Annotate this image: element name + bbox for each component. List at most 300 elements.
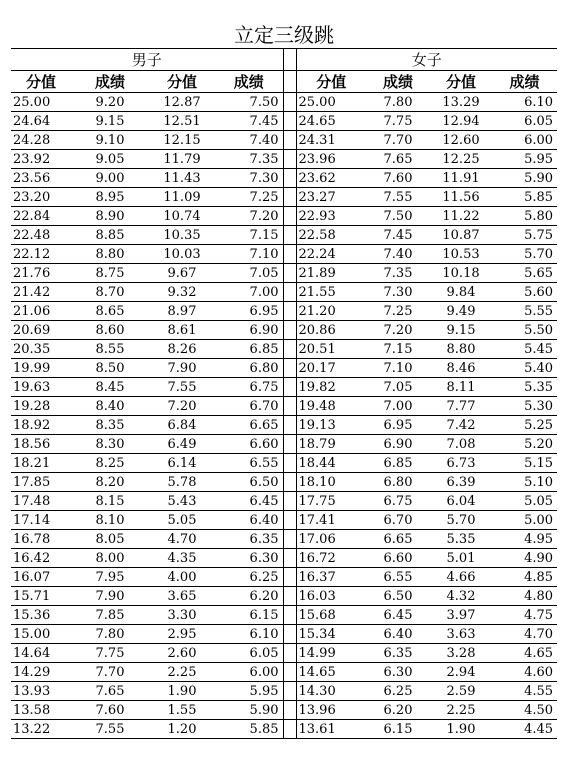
female-result-cell: 6.35 [366,644,430,663]
female-score-cell: 17.41 [296,511,366,530]
table-row [11,321,557,340]
male-score-cell: 6.14 [149,454,215,473]
male-score-cell: 13.93 [11,682,71,701]
male-result-cell: 6.50 [215,473,283,492]
male-result-cell: 9.00 [71,169,149,188]
male-score-cell: 20.69 [11,321,71,340]
table-row [11,454,557,473]
column-separator [283,682,296,701]
female-result-cell: 6.45 [366,606,430,625]
header-result: 成绩 [71,71,149,93]
male-score-cell: 8.26 [149,340,215,359]
column-separator [283,378,296,397]
table-row [11,93,557,112]
female-result-cell: 6.15 [366,720,430,739]
male-score-cell: 12.51 [149,112,215,131]
male-result-cell: 8.60 [71,321,149,340]
male-result-cell: 6.15 [215,606,283,625]
column-separator [283,188,296,207]
female-score-cell: 24.65 [296,112,366,131]
female-score-cell: 9.15 [430,321,492,340]
female-score-cell: 25.00 [296,93,366,112]
female-score-cell: 23.96 [296,150,366,169]
female-score-cell: 11.91 [430,169,492,188]
table-row [11,511,557,530]
column-separator [283,625,296,644]
female-score-cell: 7.77 [430,397,492,416]
male-result-cell: 6.60 [215,435,283,454]
male-score-cell: 19.99 [11,359,71,378]
table-row [11,663,557,682]
score-table [11,19,557,739]
female-result-cell: 6.95 [366,416,430,435]
male-result-cell: 8.95 [71,188,149,207]
female-score-cell: 11.22 [430,207,492,226]
column-separator [283,397,296,416]
female-score-cell: 10.18 [430,264,492,283]
column-separator [283,150,296,169]
table-row [11,340,557,359]
female-result-cell: 6.00 [492,131,557,150]
male-result-cell: 8.75 [71,264,149,283]
column-separator [283,435,296,454]
male-result-cell: 6.75 [215,378,283,397]
male-result-cell: 8.25 [71,454,149,473]
male-result-cell: 8.90 [71,207,149,226]
male-result-cell: 6.85 [215,340,283,359]
table-row [11,359,557,378]
male-score-cell: 19.63 [11,378,71,397]
female-score-cell: 18.44 [296,454,366,473]
female-result-cell: 7.25 [366,302,430,321]
female-score-cell: 18.10 [296,473,366,492]
male-score-cell: 22.12 [11,245,71,264]
table-row [11,397,557,416]
female-result-cell: 6.40 [366,625,430,644]
column-separator [283,606,296,625]
male-score-cell: 8.97 [149,302,215,321]
male-score-cell: 25.00 [11,93,71,112]
male-result-cell: 8.45 [71,378,149,397]
female-score-cell: 14.65 [296,663,366,682]
female-score-cell: 2.94 [430,663,492,682]
column-separator [283,587,296,606]
male-score-cell: 5.78 [149,473,215,492]
female-score-cell: 14.30 [296,682,366,701]
female-score-cell: 10.87 [430,226,492,245]
female-result-cell: 5.90 [492,169,557,188]
male-score-cell: 16.78 [11,530,71,549]
male-score-cell: 21.42 [11,283,71,302]
male-result-cell: 7.80 [71,625,149,644]
female-score-cell: 5.01 [430,549,492,568]
table-row [11,302,557,321]
male-score-cell: 3.30 [149,606,215,625]
male-score-cell: 10.03 [149,245,215,264]
male-score-cell: 7.55 [149,378,215,397]
female-score-cell: 13.29 [430,93,492,112]
male-result-cell: 9.05 [71,150,149,169]
column-separator [283,226,296,245]
female-result-cell: 7.15 [366,340,430,359]
header-result: 成绩 [492,71,557,93]
male-score-cell: 13.22 [11,720,71,739]
male-result-cell: 8.20 [71,473,149,492]
female-result-cell: 4.80 [492,587,557,606]
female-result-cell: 4.85 [492,568,557,587]
female-result-cell: 6.90 [366,435,430,454]
female-score-cell: 22.24 [296,245,366,264]
female-score-cell: 11.56 [430,188,492,207]
column-separator [283,71,296,93]
female-score-cell: 17.75 [296,492,366,511]
female-score-cell: 19.13 [296,416,366,435]
female-score-cell: 21.55 [296,283,366,302]
male-result-cell: 6.80 [215,359,283,378]
female-result-cell: 6.05 [492,112,557,131]
female-score-cell: 22.58 [296,226,366,245]
column-separator [283,549,296,568]
female-result-cell: 4.55 [492,682,557,701]
table-row [11,644,557,663]
male-score-cell: 11.09 [149,188,215,207]
male-score-cell: 14.64 [11,644,71,663]
female-score-cell: 14.99 [296,644,366,663]
male-score-cell: 19.28 [11,397,71,416]
male-result-cell: 6.30 [215,549,283,568]
female-result-cell: 7.40 [366,245,430,264]
male-result-cell: 7.45 [215,112,283,131]
female-score-cell: 24.31 [296,131,366,150]
female-score-cell: 2.59 [430,682,492,701]
male-result-cell: 7.90 [71,587,149,606]
female-result-cell: 7.20 [366,321,430,340]
female-score-cell: 9.49 [430,302,492,321]
female-result-cell: 4.90 [492,549,557,568]
male-score-cell: 16.07 [11,568,71,587]
female-score-cell: 16.72 [296,549,366,568]
female-score-cell: 15.68 [296,606,366,625]
female-score-cell: 4.66 [430,568,492,587]
female-score-cell: 3.63 [430,625,492,644]
table-row [11,416,557,435]
female-result-cell: 4.60 [492,663,557,682]
male-score-cell: 9.67 [149,264,215,283]
male-result-cell: 6.55 [215,454,283,473]
female-result-cell: 7.65 [366,150,430,169]
male-result-cell: 6.05 [215,644,283,663]
column-separator [283,701,296,720]
male-score-cell: 2.25 [149,663,215,682]
female-score-cell: 20.86 [296,321,366,340]
female-result-cell: 6.30 [366,663,430,682]
female-result-cell: 7.80 [366,93,430,112]
male-score-cell: 10.35 [149,226,215,245]
female-score-cell: 9.84 [430,283,492,302]
table-row [11,245,557,264]
table-row [11,625,557,644]
table-row [11,188,557,207]
male-result-cell: 7.70 [71,663,149,682]
female-score-cell: 19.48 [296,397,366,416]
male-score-cell: 2.60 [149,644,215,663]
table-row [11,587,557,606]
male-score-cell: 8.61 [149,321,215,340]
male-result-cell: 7.20 [215,207,283,226]
male-result-cell: 7.30 [215,169,283,188]
male-score-cell: 11.43 [149,169,215,188]
female-score-cell: 13.96 [296,701,366,720]
male-result-cell: 6.95 [215,302,283,321]
male-score-cell: 3.65 [149,587,215,606]
table-row [11,682,557,701]
table-row [11,283,557,302]
female-result-cell: 7.10 [366,359,430,378]
header-result: 成绩 [366,71,430,93]
female-result-cell: 4.65 [492,644,557,663]
male-score-cell: 11.79 [149,150,215,169]
column-separator [283,264,296,283]
male-result-cell: 5.90 [215,701,283,720]
female-result-cell: 7.00 [366,397,430,416]
female-score-cell: 6.04 [430,492,492,511]
female-score-cell: 12.60 [430,131,492,150]
female-result-cell: 7.50 [366,207,430,226]
female-result-cell: 5.15 [492,454,557,473]
female-result-cell: 5.35 [492,378,557,397]
female-result-cell: 5.80 [492,207,557,226]
male-score-cell: 13.58 [11,701,71,720]
male-score-cell: 24.28 [11,131,71,150]
female-score-cell: 12.94 [430,112,492,131]
male-result-cell: 8.30 [71,435,149,454]
column-separator [283,131,296,150]
column-separator [283,283,296,302]
male-result-cell: 8.85 [71,226,149,245]
female-result-cell: 5.00 [492,511,557,530]
table-row [11,112,557,131]
female-score-cell: 22.93 [296,207,366,226]
male-score-cell: 2.95 [149,625,215,644]
male-score-cell: 18.56 [11,435,71,454]
male-score-cell: 16.42 [11,549,71,568]
female-result-cell: 6.80 [366,473,430,492]
male-score-cell: 18.21 [11,454,71,473]
female-result-cell: 5.55 [492,302,557,321]
male-result-cell: 5.95 [215,682,283,701]
female-score-cell: 23.27 [296,188,366,207]
male-result-cell: 7.65 [71,682,149,701]
header-score: 分值 [296,71,366,93]
male-result-cell: 7.55 [71,720,149,739]
column-separator [283,511,296,530]
female-score-cell: 7.08 [430,435,492,454]
male-result-cell: 9.15 [71,112,149,131]
female-result-cell: 5.30 [492,397,557,416]
female-result-cell: 6.55 [366,568,430,587]
male-score-cell: 23.20 [11,188,71,207]
female-result-cell: 6.60 [366,549,430,568]
male-score-cell: 7.20 [149,397,215,416]
male-result-cell: 7.05 [215,264,283,283]
male-result-cell: 6.45 [215,492,283,511]
male-section-label: 男子 [11,49,283,71]
female-result-cell: 5.20 [492,435,557,454]
female-score-cell: 3.97 [430,606,492,625]
female-result-cell: 7.45 [366,226,430,245]
column-separator [283,720,296,739]
female-result-cell: 4.95 [492,530,557,549]
table-row [11,435,557,454]
male-score-cell: 6.84 [149,416,215,435]
male-score-cell: 4.00 [149,568,215,587]
female-result-cell: 6.65 [366,530,430,549]
column-separator [283,416,296,435]
male-result-cell: 7.85 [71,606,149,625]
male-score-cell: 12.15 [149,131,215,150]
table-row [11,378,557,397]
header-score: 分值 [149,71,215,93]
female-result-cell: 5.40 [492,359,557,378]
column-separator [283,245,296,264]
female-result-cell: 6.70 [366,511,430,530]
male-score-cell: 22.48 [11,226,71,245]
column-separator [283,454,296,473]
column-separator [283,340,296,359]
column-separator [283,302,296,321]
male-result-cell: 8.00 [71,549,149,568]
male-result-cell: 8.70 [71,283,149,302]
column-separator [283,492,296,511]
male-score-cell: 1.55 [149,701,215,720]
female-section-label: 女子 [296,49,557,71]
female-result-cell: 7.70 [366,131,430,150]
female-score-cell: 16.03 [296,587,366,606]
female-score-cell: 19.82 [296,378,366,397]
female-result-cell: 4.70 [492,625,557,644]
female-result-cell: 4.45 [492,720,557,739]
male-result-cell: 7.15 [215,226,283,245]
male-result-cell: 8.10 [71,511,149,530]
male-result-cell: 7.10 [215,245,283,264]
table-row [11,492,557,511]
column-separator [283,49,296,71]
female-result-cell: 7.55 [366,188,430,207]
male-result-cell: 9.20 [71,93,149,112]
female-result-cell: 7.05 [366,378,430,397]
male-result-cell: 8.80 [71,245,149,264]
table-row [11,568,557,587]
male-result-cell: 7.60 [71,701,149,720]
female-result-cell: 4.50 [492,701,557,720]
female-result-cell: 5.70 [492,245,557,264]
female-result-cell: 5.10 [492,473,557,492]
female-result-cell: 5.45 [492,340,557,359]
female-score-cell: 8.46 [430,359,492,378]
header-result: 成绩 [215,71,283,93]
male-result-cell: 8.35 [71,416,149,435]
column-separator [283,663,296,682]
male-result-cell: 7.35 [215,150,283,169]
male-score-cell: 1.90 [149,682,215,701]
male-score-cell: 4.70 [149,530,215,549]
male-result-cell: 8.40 [71,397,149,416]
female-result-cell: 6.20 [366,701,430,720]
female-score-cell: 16.37 [296,568,366,587]
female-score-cell: 13.61 [296,720,366,739]
male-score-cell: 5.05 [149,511,215,530]
score-table-sheet [11,19,557,739]
male-result-cell: 7.75 [71,644,149,663]
male-result-cell: 6.25 [215,568,283,587]
male-result-cell: 8.50 [71,359,149,378]
header-score: 分值 [430,71,492,93]
male-score-cell: 10.74 [149,207,215,226]
male-score-cell: 24.64 [11,112,71,131]
female-result-cell: 5.65 [492,264,557,283]
table-row [11,264,557,283]
column-separator [283,321,296,340]
male-score-cell: 4.35 [149,549,215,568]
male-score-cell: 12.87 [149,93,215,112]
male-score-cell: 17.85 [11,473,71,492]
table-row [11,150,557,169]
column-separator [283,568,296,587]
table-row [11,606,557,625]
female-score-cell: 6.39 [430,473,492,492]
male-result-cell: 6.00 [215,663,283,682]
male-result-cell: 7.25 [215,188,283,207]
male-result-cell: 8.05 [71,530,149,549]
female-score-cell: 21.89 [296,264,366,283]
table-row [11,701,557,720]
female-score-cell: 20.17 [296,359,366,378]
female-result-cell: 5.95 [492,150,557,169]
female-result-cell: 5.85 [492,188,557,207]
table-row [11,131,557,150]
female-score-cell: 1.90 [430,720,492,739]
male-result-cell: 6.35 [215,530,283,549]
female-result-cell: 5.50 [492,321,557,340]
male-result-cell: 8.55 [71,340,149,359]
male-score-cell: 18.92 [11,416,71,435]
female-score-cell: 3.28 [430,644,492,663]
male-score-cell: 21.06 [11,302,71,321]
female-result-cell: 6.10 [492,93,557,112]
table-title: 立定三级跳 [11,19,557,49]
column-separator [283,112,296,131]
male-result-cell: 6.65 [215,416,283,435]
female-score-cell: 20.51 [296,340,366,359]
female-result-cell: 7.30 [366,283,430,302]
column-separator [283,530,296,549]
female-score-cell: 18.79 [296,435,366,454]
female-result-cell: 6.25 [366,682,430,701]
female-score-cell: 10.53 [430,245,492,264]
table-row [11,207,557,226]
male-result-cell: 6.70 [215,397,283,416]
female-score-cell: 12.25 [430,150,492,169]
male-result-cell: 6.20 [215,587,283,606]
female-score-cell: 4.32 [430,587,492,606]
table-row [11,169,557,188]
male-result-cell: 6.10 [215,625,283,644]
male-result-cell: 7.50 [215,93,283,112]
female-score-cell: 8.11 [430,378,492,397]
female-score-cell: 6.73 [430,454,492,473]
table-row [11,720,557,739]
column-separator [283,359,296,378]
